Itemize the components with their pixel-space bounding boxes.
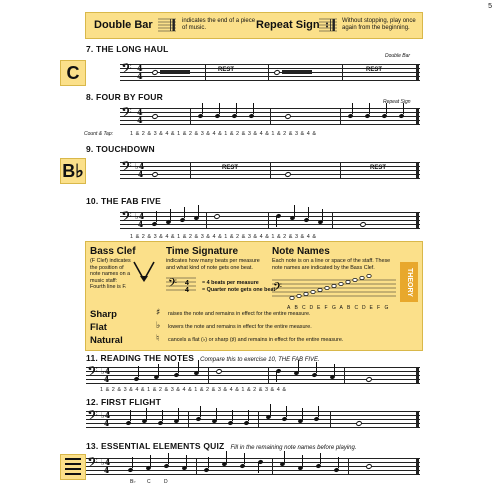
note-name-given: C [147, 479, 151, 485]
time-sig-beats: 4 beats per measure [206, 280, 259, 286]
natural-title: Natural [90, 335, 123, 346]
natural-desc: cancels a flat (♭) or sharp (♯) and remains in effect for the entire measure. [168, 337, 344, 343]
note-letter: G [332, 305, 336, 311]
note-letter: D [362, 305, 366, 311]
sharp-icon: ♯ [156, 308, 161, 318]
note-letter: F [324, 305, 328, 311]
svg-text:4: 4 [185, 287, 189, 294]
double-bar-desc: indicates the end of a piece of music. [182, 18, 256, 31]
repeat-sign-icon [319, 18, 337, 32]
theory-side-tab: THEORY [400, 262, 418, 302]
tag-c: C [60, 60, 86, 86]
repeat-sign-label: Repeat Sign [383, 99, 411, 105]
note-letter: G [384, 305, 389, 311]
quiz-tag [60, 454, 86, 480]
flat-icon: ♭ [156, 321, 161, 331]
staff-exercise-11: 𝄢 ♭4 4 [86, 367, 420, 383]
svg-text:𝄢: 𝄢 [273, 281, 283, 297]
exercise-8-title: 8. FOUR BY FOUR [86, 92, 163, 102]
whole-note [151, 69, 158, 76]
note-name-given: D [164, 479, 168, 485]
sharp-title: Sharp [90, 309, 117, 320]
note-letter: B [347, 305, 351, 311]
note-letter: F [377, 305, 381, 311]
staff-exercise-12: 𝄢 ♭4 4 [86, 411, 420, 427]
double-bar-title: Double Bar [94, 19, 153, 31]
exercise-12-title: 12. FIRST FLIGHT [86, 397, 161, 407]
count-tap-label: Count & Tap: [84, 131, 114, 137]
staff-exercise-10: 𝄢 ♭4 4 [120, 212, 420, 228]
bass-clef-desc: (F Clef) indicates the position of note names on a music staff: Fourth line is F. [90, 258, 131, 290]
tag-b-flat: B♭ [60, 158, 86, 184]
count-line: 1 & 2 & 3 & 4 & 1 & 2 & 3 & 4 & 1 & 2 & 3 & 4 & 1 & 2 & 3 & 4 & [130, 234, 317, 240]
exercise-7-title: 7. THE LONG HAUL [86, 44, 169, 54]
exercise-11-title: 11. READING THE NOTES Compare this to exercise 10, THE FAB FIVE. [86, 353, 320, 363]
time-sig-quarter: Quarter note gets one beat [206, 287, 276, 293]
exercise-9-title: 9. TOUCHDOWN [86, 144, 155, 154]
note-letter: B [294, 305, 298, 311]
whole-note [273, 69, 280, 76]
exercise-13-title: 13. ESSENTIAL ELEMENTS QUIZ Fill in the remaining note names before playing. [86, 441, 357, 451]
staff-exercise-9: 𝄢 ♭4 4 REST REST [120, 162, 420, 178]
rest-label: REST [218, 67, 235, 73]
time-signature-staff [166, 276, 196, 294]
double-bar-label: Double Bar [385, 53, 411, 59]
time-signature-title: Time Signature [166, 246, 239, 257]
bass-clef-icon: 𝄢 [121, 61, 132, 81]
note-names-desc: Each note is on a line or space of the staff. These note names are indicated by the Bass Clef. [272, 258, 391, 271]
notation-legend-box [85, 12, 423, 39]
staff-exercise-13: 𝄢 ♭4 4 [86, 458, 420, 474]
page-number: 5 [488, 3, 492, 10]
note-letter: E [369, 305, 373, 311]
repeat-sign-title: Repeat Sign [256, 19, 320, 31]
svg-text:𝄢: 𝄢 [168, 277, 178, 293]
note-letter: E [317, 305, 321, 311]
sharp-desc: raises the note and remains in effect for the entire measure. [168, 311, 311, 317]
natural-icon: ♮ [156, 334, 160, 344]
rest-label: REST [366, 67, 383, 73]
staff-exercise-8: 𝄢 4 4 [120, 108, 420, 124]
time-signature: 4 4 [137, 63, 143, 81]
bass-clef-title: Bass Clef [90, 246, 136, 257]
note-letter: C [354, 305, 359, 311]
note-names-title: Note Names [272, 246, 330, 257]
staff-exercise-7 [120, 61, 420, 81]
bass-clef-icon: 𝄢 [121, 105, 132, 125]
count-line: 1 & 2 & 3 & 4 & 1 & 2 & 3 & 4 & 1 & 2 & 3 & 4 & 1 & 2 & 3 & 4 & [100, 387, 287, 393]
time-signature-desc: indicates how many beats per measure and what kind of note gets one beat. [166, 258, 260, 271]
svg-text:4: 4 [185, 280, 189, 287]
repeat-sign-desc: Without stopping, play once again from the beginning. [342, 18, 416, 31]
note-letter: C [302, 305, 306, 311]
double-bar-icon [158, 18, 176, 32]
note-letter: A [339, 305, 343, 311]
note-letter: A [287, 305, 291, 311]
flat-title: Flat [90, 322, 107, 333]
exercise-10-title: 10. THE FAB FIVE [86, 196, 161, 206]
arrow-icon [132, 260, 162, 289]
note-name-given: B♭ [130, 479, 136, 485]
count-line: 1 & 2 & 3 & 4 & 1 & 2 & 3 & 4 & 1 & 2 & 3 & 4 & 1 & 2 & 3 & 4 & [130, 131, 317, 137]
note-names-staff [272, 274, 396, 304]
flat-desc: lowers the note and remains in effect for the entire measure. [168, 324, 312, 330]
note-letter: D [309, 305, 314, 311]
